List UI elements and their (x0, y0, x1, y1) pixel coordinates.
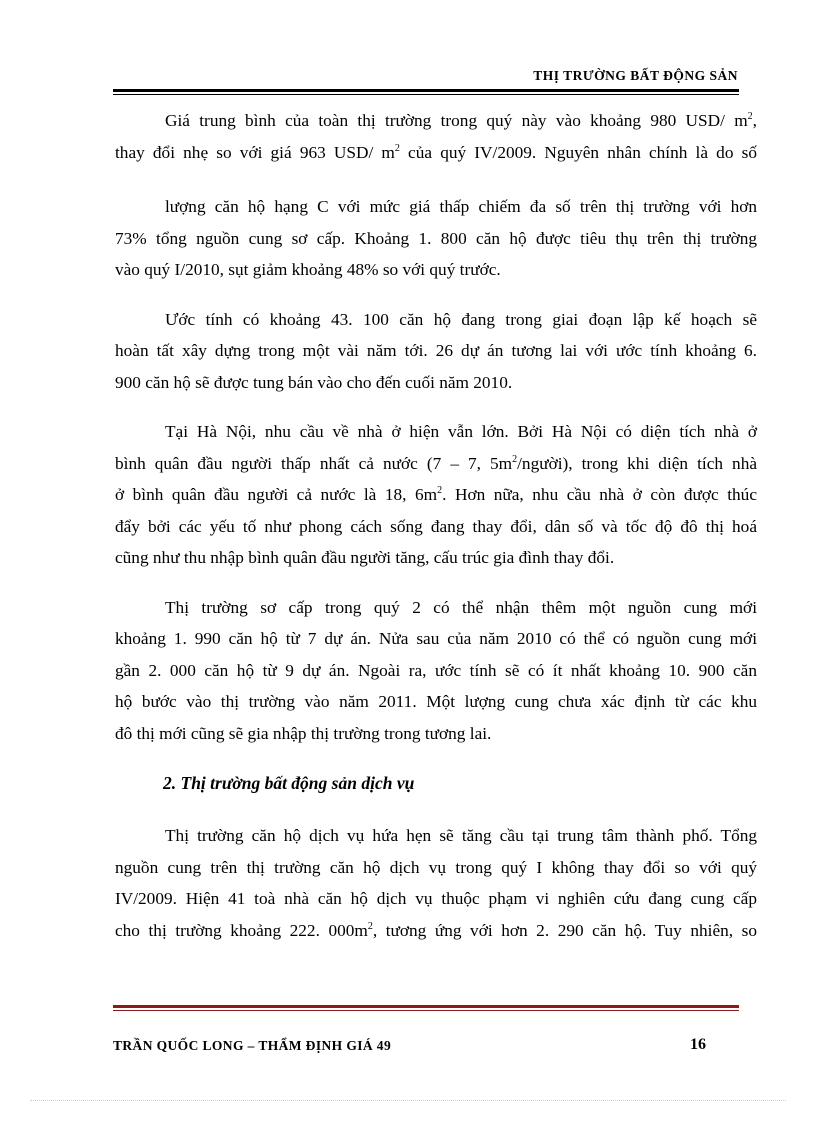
text-line: hoàn tất xây dựng trong một vài năm tới. 26 dự án tương lai với ước tính khoảng 6. (115, 341, 757, 360)
text-line: cho thị trường khoảng 222. $000m^2$, tương ứng với hơn 2. 290 căn hộ. Tuy nhiên, so (115, 920, 758, 940)
paragraph-5 (115, 592, 757, 750)
text-line: bình quân đầu người thấp nhất cả nước (7 – 7, $5m^2/người$), trong khi diện tích nhà (115, 453, 758, 473)
body-text (115, 100, 757, 749)
text-line: đẩy bởi các yếu tố như phong cách sống đang thay đổi, dân số và tốc độ đô thị hoá (115, 516, 757, 536)
footer-rule (113, 1005, 739, 1008)
header-rule (113, 89, 739, 92)
text-line: ở bình quân đầu người cả nước là 18, $6m^2$. Hơn nữa, nhu cầu nhà ở còn được thúc (115, 485, 757, 504)
text-line: 900 căn hộ sẽ được tung bán vào cho đến cuối năm 2010. (115, 372, 513, 392)
text-line: hộ bước vào thị trường vào năm 2011. Một lượng cung chưa xác định từ các khu (115, 692, 757, 711)
paragraph-4 (115, 416, 757, 574)
paragraph-3 (115, 304, 757, 399)
paragraph-6 (115, 820, 757, 946)
footer-author: TRẦN QUỐC LONG – THẨM ĐỊNH GIÁ 49 (113, 1038, 392, 1053)
text-line: 73% tổng nguồn cung sơ cấp. Khoảng 1. 800 căn hộ được tiêu thụ trên thị trường (115, 228, 757, 248)
footer-rule-thin (113, 1010, 739, 1011)
text-line: gần 2. 000 căn hộ từ 9 dự án. Ngoài ra, ước tính sẽ có ít nhất khoảng 10. 900 căn (115, 660, 757, 680)
text-line: Tại Hà Nội, nhu cầu về nhà ở hiện vẫn lớn. Bởi Hà Nội có diện tích nhà ở (165, 422, 757, 441)
text-line: IV/2009. Hiện 41 toà nhà căn hộ dịch vụ thuộc phạm vi nghiên cứu đang cung cấp (115, 889, 757, 908)
text-line: khoảng 1. 990 căn hộ từ 7 dự án. Nửa sau của năm 2010 có thể có nguồn cung mới (115, 629, 757, 648)
text-line: vào quý I/2010, sụt giảm khoảng 48% so với quý trước. (115, 260, 501, 279)
text-line: Thị trường sơ cấp trong quý 2 có thể nhận thêm một nguồn cung mới (165, 597, 757, 617)
header-rule-thin (113, 94, 739, 95)
text-line: đô thị mới cũng sẽ gia nhập thị trường trong tương lai. (115, 723, 492, 743)
paragraph-2 (115, 191, 757, 286)
text-line: thay đổi nhẹ so với giá 963 USD/ $m^2$ của quý IV/2009. Nguyên nhân chính là do số (115, 142, 757, 162)
text-line: lượng căn hộ hạng C với mức giá thấp chiếm đa số trên thị trường với hơn (165, 197, 757, 216)
section-heading: 2. Thị trường bất động sản dịch vụ (163, 773, 415, 793)
text-line: Thị trường căn hộ dịch vụ hứa hẹn sẽ tăng cầu tại trung tâm thành phố. Tổng (165, 826, 757, 845)
text-line: nguồn cung trên thị trường căn hộ dịch vụ trong quý I không thay đổi so với quý (115, 857, 757, 877)
page-number: 16 (690, 1036, 706, 1053)
body-text-continued (115, 820, 757, 946)
running-header: THỊ TRƯỜNG BẤT ĐỘNG SẢN (533, 68, 738, 83)
paragraph-1 (115, 105, 757, 168)
text-line: cũng như thu nhập bình quân đầu người tăng, cấu trúc gia đình thay đổi. (115, 548, 615, 567)
text-line: Giá trung bình của toàn thị trường trong quý này vào khoảng 980 USD/ $m^2$, (165, 111, 757, 130)
page-boundary (30, 1100, 786, 1101)
text-line: Ước tính có khoảng 43. 100 căn hộ đang trong giai đoạn lập kế hoạch sẽ (165, 309, 757, 329)
